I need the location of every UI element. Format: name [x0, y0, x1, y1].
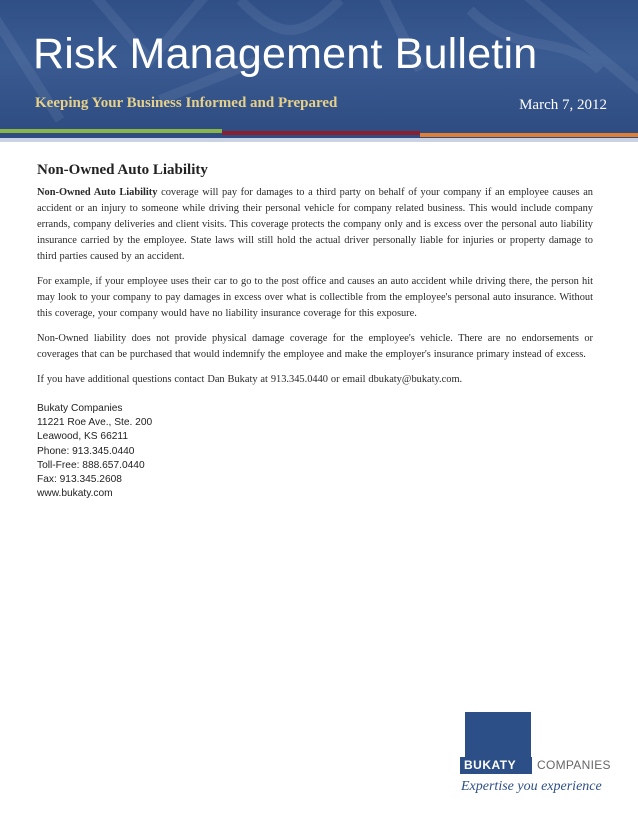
contact-address-line-1: 11221 Roe Ave., Ste. 200	[37, 417, 153, 429]
logo-suffix: COMPANIES	[537, 758, 611, 772]
bulletin-date: March 7, 2012	[519, 97, 607, 113]
page-title: Risk Management Bulletin	[33, 30, 538, 78]
article-paragraph-2: For example, if your employee uses their car to go to the post office and causes an auto accident while driving there, the person hit may look to your company to pay damages in excess over what is collectible from the employee's personal auto insurance. Without this coverage, your company would have no liability insurance coverage for this exposure.	[37, 276, 593, 319]
article-paragraph-1-lead: Non-Owned Auto Liability	[37, 187, 158, 198]
article-paragraph-1	[37, 185, 593, 265]
article-paragraph-1-text: coverage will pay for damages to a third party on behalf of your company if an employee causes an accident or an injury to someone while driving their personal vehicle for company related business. This would include company errands, company deliveries and client visits. This coverage protects the company only and is excess over the personal auto liability insurance carried by the employee. State laws will still hold the actual driver personally liable for injuries or property damage to third parties caused by an accident.	[37, 187, 593, 262]
contact-fax: Fax: 913.345.2608	[37, 474, 122, 486]
header-banner	[0, 0, 638, 128]
article-paragraph-3: Non-Owned liability does not provide physical damage coverage for the employee's vehicle. There are no endorsements or coverages that can be purchased that would indemnify the employee and make the employer's insurance primary instead of excess.	[37, 333, 593, 360]
color-stripes	[0, 128, 638, 142]
contact-tollfree: Toll-Free: 888.657.0440	[37, 459, 145, 471]
stripe-light	[0, 138, 638, 142]
contact-company: Bukaty Companies	[37, 403, 123, 414]
bulletin-tagline: Keeping Your Business Informed and Prepared	[35, 95, 338, 111]
article	[37, 162, 593, 501]
contact-block	[37, 402, 593, 501]
stripe-green	[0, 129, 222, 133]
article-paragraph-4: If you have additional questions contact Dan Bukaty at 913.345.0440 or email dbukaty@bukaty.com.	[37, 374, 463, 385]
contact-address-line-2: Leawood, KS 66211	[37, 431, 129, 443]
article-heading: Non-Owned Auto Liability	[37, 162, 208, 178]
logo-slogan: Expertise you experience	[461, 779, 602, 794]
logo-name: BUKATY	[464, 758, 517, 772]
stripe-red	[222, 131, 420, 135]
contact-website-link[interactable]: www.bukaty.com	[37, 488, 113, 500]
stripe-orange	[420, 133, 638, 137]
contact-phone: Phone: 913.345.0440	[37, 445, 135, 457]
